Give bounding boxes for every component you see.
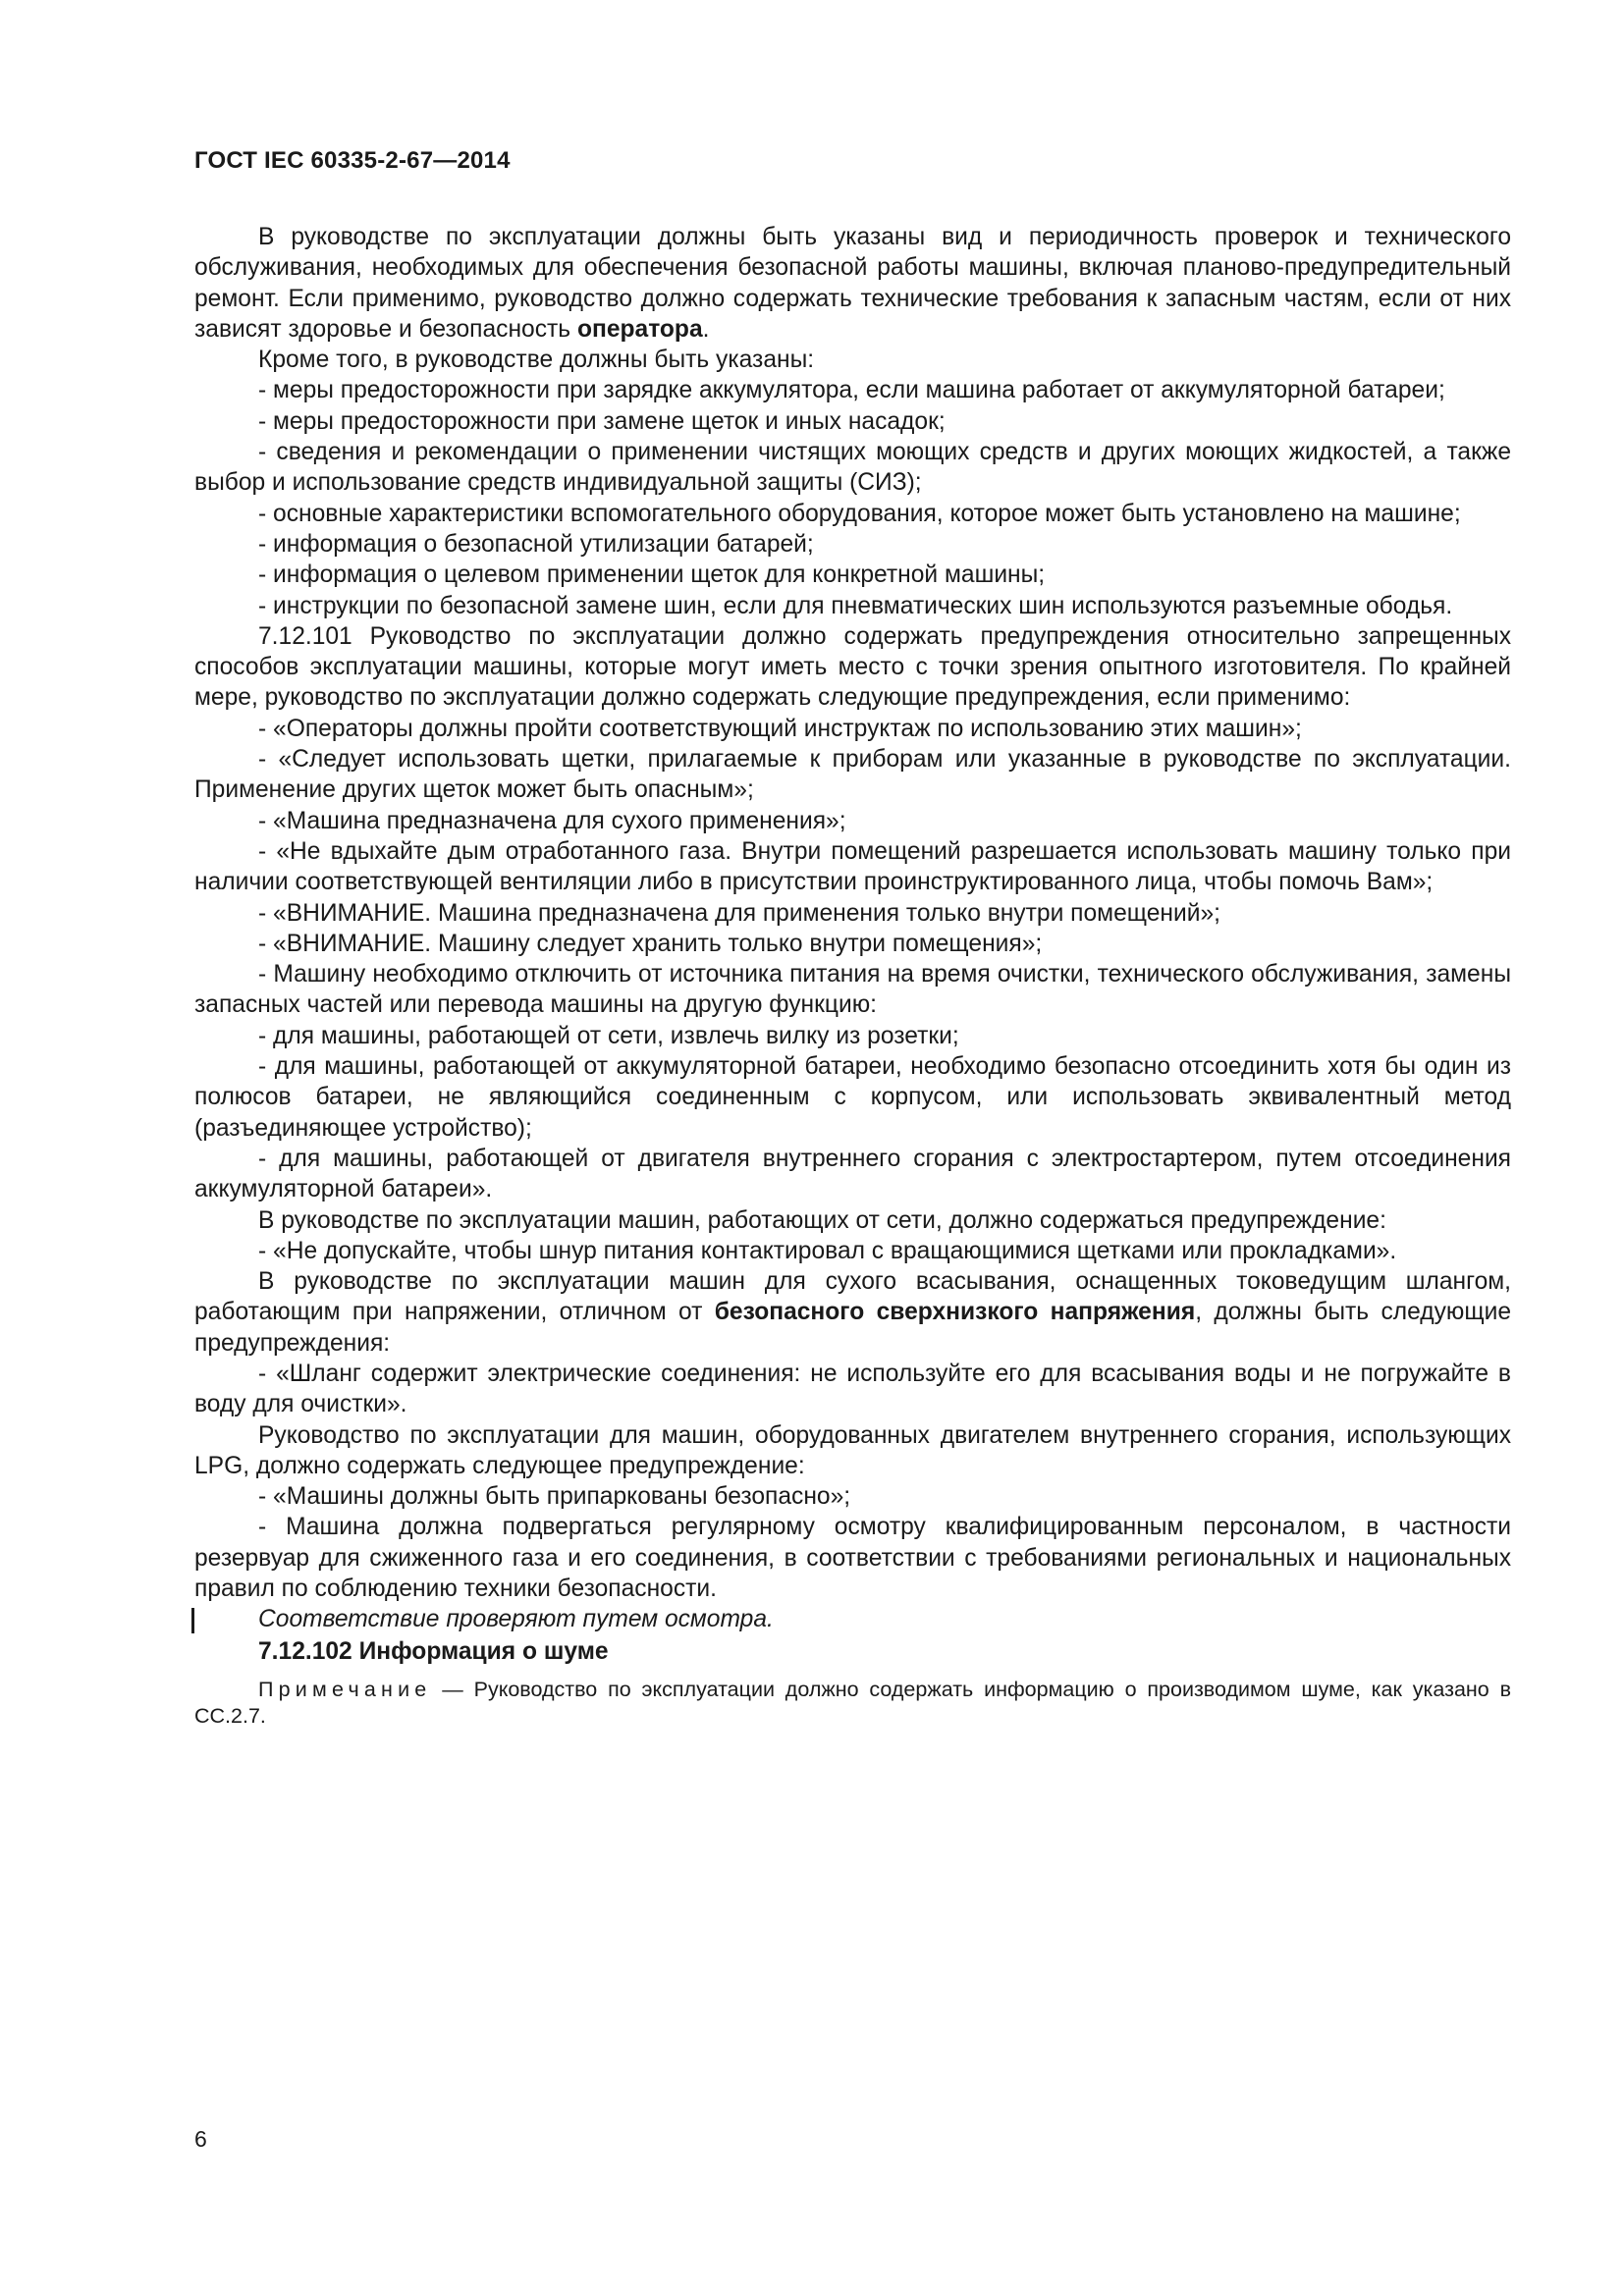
list-item: - «Машина предназначена для сухого применения»; — [258, 807, 846, 834]
list-item: - Машина должна подвергаться регулярному осмотру квалифицированным персоналом, в частности резервуар для сжиженного газа и его соединения, в соответствии с требованиями региональных и национальных правил по соблюдению техники безопасности. — [194, 1514, 1511, 1603]
change-bar — [191, 1608, 194, 1633]
list-item: - «Шланг содержит электрические соединения: не используйте его для всасывания воды и не погружайте в воду для очистки». — [194, 1360, 1511, 1418]
section-heading: 7.12.102 Информация о шуме — [258, 1637, 609, 1665]
note — [194, 1677, 1511, 1730]
paragraph-maintenance: В руководстве по эксплуатации должны быть указаны вид и периодичность проверок и технического обслуживания, необходимых для обеспечения безопасной работы машины, включая планово-предупредительный ремонт. Если применимо, руководство должно содержать технические требования к запасным частям, если от них зависят здоровье и безопасность оператора. — [194, 224, 1511, 343]
list-item: - для машины, работающей от аккумуляторной батареи, необходимо безопасно отсоединить хотя бы один из полюсов батареи, не являющийся соединенным с корпусом, или использовать эквивалентный метод (разъединяющее устройство); — [194, 1053, 1511, 1142]
list-item: - основные характеристики вспомогательного оборудования, которое может быть установлено на машине; — [258, 500, 1461, 527]
list-item: - Машину необходимо отключить от источника питания на время очистки, технического обслуживания, замены запасных частей или перевода машины на другую функцию: — [194, 961, 1511, 1019]
list-item: - инструкции по безопасной замене шин, если для пневматических шин используются разъемные ободья. — [258, 592, 1453, 619]
paragraph-dry-suction: В руководстве по эксплуатации машин для сухого всасывания, оснащенных токоведущим шлангом, работающим при напряжении, отличном от безопасного сверхнизкого напряжения, должны быть следующие предупреждения: — [194, 1268, 1511, 1357]
list-item: - «ВНИМАНИЕ. Машину следует хранить только внутри помещения»; — [258, 930, 1043, 957]
list-item: - «Следует использовать щетки, прилагаемые к приборам или указанные в руководстве по эксплуатации. Применение других щеток может быть опасным»; — [194, 746, 1511, 804]
paragraph: Кроме того, в руководстве должны быть указаны: — [258, 347, 815, 374]
list-item: - для машины, работающей от двигателя внутреннего сгорания с электростартером, путем отсоединения аккумуляторной батареи». — [194, 1145, 1511, 1203]
paragraph-7-12-101: 7.12.101 Руководство по эксплуатации должно содержать предупреждения относительно запрещенных способов эксплуатации машины, которые могут иметь место с точки зрения опытного изготовителя. По крайней мере, руководство по эксплуатации должно содержать следующие предупреждения, если применимо: — [194, 622, 1511, 712]
list-item: - «Не допускайте, чтобы шнур питания контактировал с вращающимися щетками или прокладками». — [258, 1237, 1397, 1264]
document-body — [194, 222, 1511, 1730]
paragraph: В руководстве по эксплуатации машин, работающих от сети, должно содержаться предупреждение: — [258, 1206, 1386, 1234]
page-number: 6 — [194, 2126, 207, 2152]
note-label: Примечание — [258, 1677, 432, 1701]
list-item: - «ВНИМАНИЕ. Машина предназначена для применения только внутри помещений»; — [258, 899, 1220, 927]
note-text: — Руководство по эксплуатации должно содержать информацию о производимом шуме, как указано в СС.2.7. — [194, 1677, 1511, 1728]
list-item: - информация о безопасной утилизации батарей; — [258, 530, 814, 558]
list-item: - «Не вдыхайте дым отработанного газа. Внутри помещений разрешается использовать машину только при наличии соответствующей вентиляции либо в присутствии проинструктированного лица, чтобы помочь Вам»; — [194, 837, 1511, 896]
conformity-statement: Соответствие проверяют путем осмотра. — [194, 1604, 1511, 1634]
paragraph: Руководство по эксплуатации для машин, оборудованных двигателем внутреннего сгорания, использующих LPG, должно содержать следующее предупреждение: — [194, 1421, 1511, 1479]
list-item: - информация о целевом применении щеток для конкретной машины; — [258, 561, 1046, 589]
list-item: - «Операторы должны пройти соответствующий инструктаж по использованию этих машин»; — [258, 715, 1302, 742]
list-item: - меры предосторожности при зарядке аккумулятора, если машина работает от аккумуляторной батареи; — [258, 377, 1445, 404]
list-item: - сведения и рекомендации о применении чистящих моющих средств и других моющих жидкостей, а также выбор и использование средств индивидуальной защиты (СИЗ); — [194, 439, 1511, 497]
list-item: - меры предосторожности при замене щеток и иных насадок; — [258, 407, 946, 435]
document-header: ГОСТ IEC 60335-2-67—2014 — [194, 147, 511, 174]
list-item: - «Машины должны быть припаркованы безопасно»; — [258, 1483, 851, 1511]
list-item: - для машины, работающей от сети, извлечь вилку из розетки; — [258, 1022, 959, 1049]
